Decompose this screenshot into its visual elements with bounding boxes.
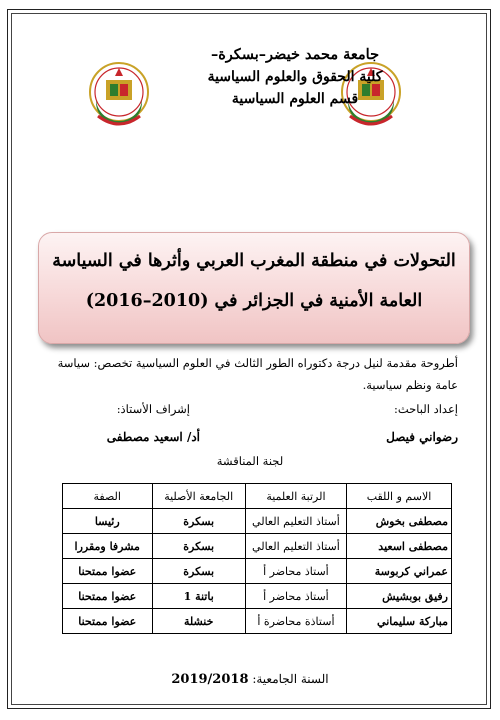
committee-label: لجنة المناقشة [216,454,284,468]
jury-member-name: مصطفى بخوش [346,509,451,534]
jury-member-role: مشرفا ومقررا [63,534,153,559]
jury-member-university: بسكرة [152,559,245,584]
jury-member-name: مصطفى اسعيد [346,534,451,559]
jury-table-header [63,484,452,509]
institution-header [180,44,410,110]
supervisor-name: أد/ اسعيد مصطفى [106,430,200,444]
jury-member-rank: أستاذ التعليم العالي [245,509,346,534]
thesis-description: أطروحة مقدمة لنيل درجة دكتوراه الطور الثالث في العلوم السياسية تخصص: سياسة عامة ونظم سياسية. [57,356,458,392]
supervisor-label: إشراف الأستاذ: [116,402,190,416]
thesis-title-box [38,232,470,344]
jury-header-role: الصفة [63,484,153,509]
faculty-name: كلية الحقوق والعلوم السياسية [207,69,383,85]
jury-table [62,483,452,634]
jury-member-university: باتنة 1 [152,584,245,609]
researcher-name: رضواني فيصل [386,430,458,444]
jury-member-role: عضوا ممتحنا [63,559,153,584]
jury-member-role: رئيسا [63,509,153,534]
jury-member-rank: أستاذ محاضر أ [245,559,346,584]
jury-member-role: عضوا ممتحنا [63,584,153,609]
jury-header-rank: الرتبة العلمية [245,484,346,509]
roles-label-row [38,402,458,422]
jury-member-name: رفيق بوبشيش [346,584,451,609]
academic-year-line [0,672,500,687]
jury-member-rank: أستاذ محاضر أ [245,584,346,609]
jury-member-rank: أستاذ التعليم العالي [245,534,346,559]
university-name: جامعة محمد خيضر–بسكرة– [210,46,380,63]
names-row [38,430,458,450]
table-row [63,534,452,559]
thesis-title-line1: التحولات في منطقة المغرب العربي وأثرها في السياسة [52,251,456,271]
jury-member-role: عضوا ممتحنا [63,609,153,634]
department-name: قسم العلوم السياسية [231,91,359,107]
jury-member-name: عمراني كربوسة [346,559,451,584]
academic-year-label: السنة الجامعية: [252,672,329,686]
table-row [63,584,452,609]
jury-member-name: مباركة سليماني [346,609,451,634]
thesis-title-line2: العامة الأمنية في الجزائر في (2010–2016) [85,291,423,311]
prepared-by-label: إعداد الباحث: [393,402,458,416]
jury-member-university: بسكرة [152,509,245,534]
table-row [63,509,452,534]
academic-year-value: 2019/2018 [171,672,249,687]
jury-member-university: بسكرة [152,534,245,559]
jury-member-university: خنشلة [152,609,245,634]
table-row [63,559,452,584]
jury-header-university: الجامعة الأصلية [152,484,245,509]
jury-member-rank: أستاذة محاضرة أ [245,609,346,634]
jury-header-name: الاسم و اللقب [346,484,451,509]
table-row [63,609,452,634]
university-logo-left [88,58,150,134]
